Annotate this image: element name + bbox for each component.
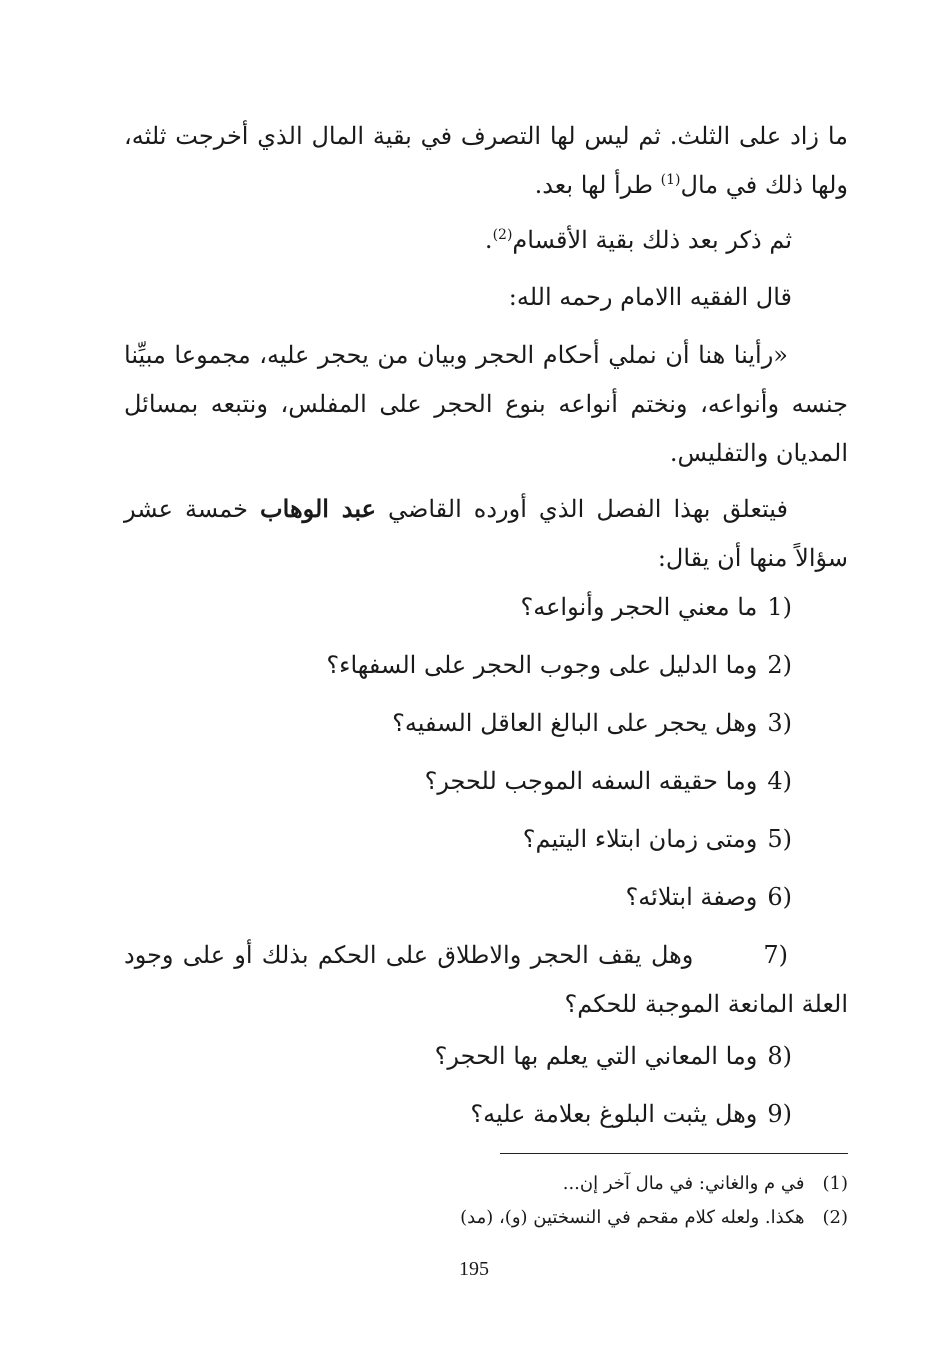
- footnote-1: [563, 1170, 848, 1198]
- question-item: [124, 931, 848, 1029]
- question-number: 7): [763, 941, 788, 969]
- question-item: [470, 1094, 792, 1134]
- footnote-2: [460, 1204, 848, 1232]
- question-text: ومتى زمان ابتلاء اليتيم؟: [522, 825, 758, 853]
- question-text: وصفة ابتلائه؟: [625, 883, 758, 911]
- question-item: [392, 703, 792, 743]
- question-number: 9): [767, 1100, 792, 1128]
- paragraph-2-text-b: .: [484, 226, 493, 254]
- question-text: وما المعاني التي يعلم بها الحجر؟: [434, 1042, 758, 1070]
- question-item: [326, 645, 792, 685]
- paragraph-3: قال الفقيه االامام رحمه الله:: [508, 283, 792, 311]
- footnote-text: في م والغاني: في مال آخر إن...: [562, 1173, 805, 1194]
- paragraph-1: [124, 112, 848, 210]
- paragraph-2-text-a: ثم ذكر بعد ذلك بقية الأقسام: [512, 226, 792, 254]
- question-number: 5): [767, 825, 792, 853]
- question-number: 3): [767, 709, 792, 737]
- judge-name: عبد الوهاب: [260, 494, 376, 523]
- question-item: [435, 1036, 792, 1076]
- question-number: 2): [767, 651, 792, 679]
- question-item: [626, 877, 792, 917]
- footnote-ref-1[interactable]: (1): [660, 172, 681, 188]
- question-item: [520, 587, 792, 627]
- question-text: وهل يقف الحجر والاطلاق على الحكم بذلك أو على وجود العلة المانعة الموجبة للحكم؟: [124, 941, 848, 1018]
- paragraph-5-text-a: فيتعلق بهذا الفصل الذي أورده القاضي: [375, 495, 788, 523]
- footnote-number: (2): [822, 1207, 848, 1228]
- question-text: وهل يحجر على البالغ العاقل السفيه؟: [392, 709, 758, 737]
- question-number: 4): [767, 767, 792, 795]
- paragraph-1-text-a: ما زاد على الثلث. ثم ليس لها التصرف في بقية المال الذي أخرجت ثلثه، ولها ذلك في مال: [124, 122, 848, 199]
- paragraph-1-text-b: طرأ لها بعد.: [534, 171, 661, 199]
- question-text: ما معني الحجر وأنواعه؟: [520, 593, 758, 621]
- footnote-separator: [500, 1153, 848, 1154]
- paragraph-5: [124, 484, 848, 583]
- question-text: وما حقيقه السفه الموجب للحجر؟: [424, 767, 758, 795]
- paragraph-5-text-b: خمسة عشر سؤالاً منها أن يقال:: [124, 495, 848, 572]
- paragraph-2: [485, 216, 792, 265]
- question-number: 6): [767, 883, 792, 911]
- question-number: 8): [767, 1042, 792, 1070]
- question-item: [425, 761, 792, 801]
- question-text: وهل يثبت البلوغ بعلامة عليه؟: [470, 1100, 758, 1128]
- question-item: [523, 819, 792, 859]
- footnote-ref-2[interactable]: (2): [492, 227, 513, 243]
- question-text: وما الدليل على وجوب الحجر على السفهاء؟: [326, 651, 758, 679]
- page-number: 195: [459, 1258, 489, 1280]
- question-number: 1): [767, 593, 792, 621]
- footnote-number: (1): [822, 1173, 848, 1194]
- footnote-text: هكذا. ولعله كلام مقحم في النسختين (و)، (مد): [460, 1207, 805, 1228]
- paragraph-4: «رأينا هنا أن نملي أحكام الحجر وبيان من يحجر عليه، مجموعا مبيِّنا جنسه وأنواعه، ونختم أنواعه بنوع الحجر على المفلس، ونتبعه بمسائل المديان والتفليس.: [124, 341, 848, 467]
